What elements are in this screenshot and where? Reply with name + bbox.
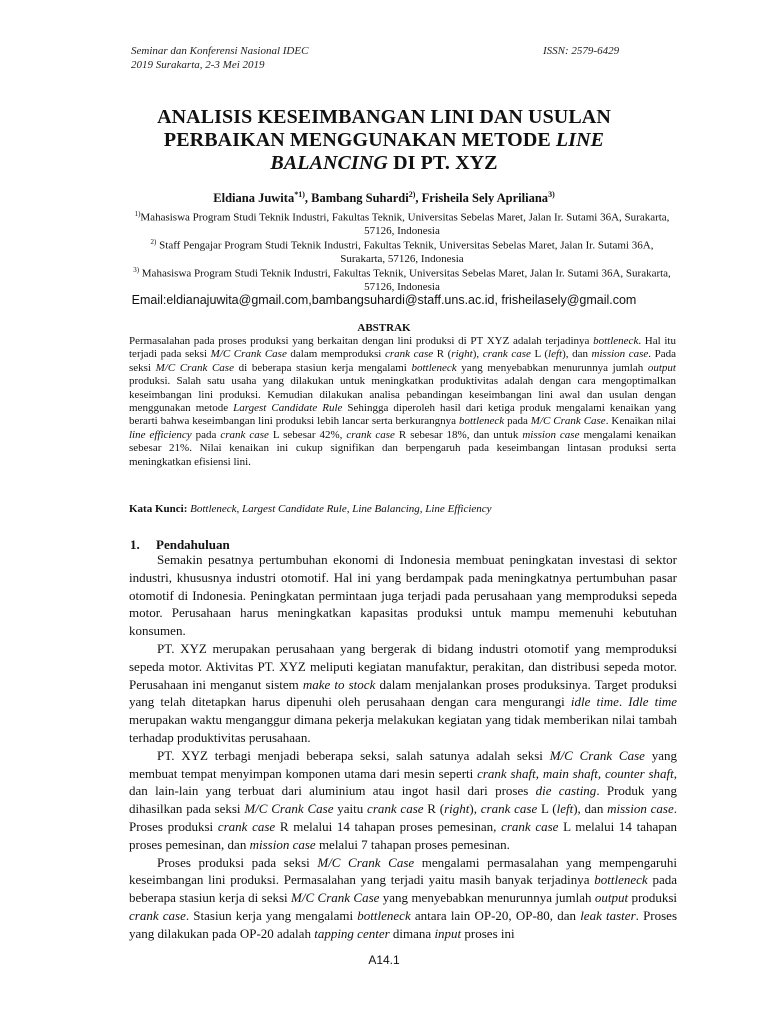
affiliation-2: $^{2)}$ Staff Pengajar Program Studi Teknik Industri, Fakultas Teknik, Universitas Sebelas Maret, Jalan Ir. Sutami 36A, Surakarta, 57126, Indonesia [150, 238, 654, 265]
author-1: Eldiana Juwita [213, 191, 295, 206]
affiliation-3: $^{3)}$ Mahasiswa Program Studi Teknik Industri, Fakultas Teknik, Universitas Sebelas Maret, Jalan Ir. Sutami 36A, Surakarta, 57126, Indonesia [133, 266, 671, 293]
keywords [129, 503, 676, 516]
title-line-3: BALANCING DI PT. XYZ [270, 152, 498, 174]
author-2: Bambang Suhardi [311, 191, 409, 206]
issn: ISSN: 2579-6429 [543, 45, 620, 57]
title-line-1: ANALISIS KESEIMBANGAN LINI DAN USULAN [157, 106, 611, 128]
paragraph-4: Proses produksi pada seksi M/C Crank Case mengalami permasalahan yang mempengaruhi keseimbangan lini produksi. Permasalahan yang terjadi yaitu masih banyak terjadinya bottleneck pada beberapa stasiun kerja di seksi M/C Crank Case yang menyebabkan menurunnya jumlah output produksi crank case. Stasiun kerja yang mengalami bottleneck antara lain OP-20, OP-80, dan leak taster. Proses yang dilakukan pada OP-20 adalah tapping center dimana input proses ini [129, 854, 678, 941]
keywords-label: Kata Kunci: [129, 503, 188, 515]
body-text [129, 551, 677, 943]
affiliation-1: $^{1)}$Mahasiswa Program Studi Teknik Industri, Fakultas Teknik, Universitas Sebelas Maret, Jalan Ir. Sutami 36A, Surakarta, 57126, Indonesia [134, 210, 670, 237]
paper-title [100, 106, 668, 175]
paragraph-1: Semakin pesatnya pertumbuhan ekonomi di Indonesia membuat peningkatan investasi di sektor industri, khususnya industri otomotif. Hal ini yang berdampak pada meningkatnya pertumbuhan pasar otomotif di Indonesia. Peningkatan permintaan juga terjadi pada perusahaan yang memproduksi sepeda motor. Perusahaan harus meningkatkan kapasitas produksi untuk mampu memenuhi kebutuhan konsumen. [129, 552, 677, 639]
abstract-text: Permasalahan pada proses produksi yang berkaitan dengan lini produksi di PT XYZ adalah terjadinya bottleneck. Hal itu terjadi pada seksi M/C Crank Case dalam memproduksi crank case R (right), crank case L (left), dan mission case. Pada seksi M/C Crank Case di beberapa stasiun kerja mengalami bottleneck yang menyebabkan menurunnya jumlah output produksi. Salah satu usaha yang dilakukan untuk meningkatkan produktivitas adalah dengan cara mengoptimalkan keseimbangan lini produksi. Kemudian dilakukan analisa pebandingan keseimbangan lini awal dan usulan dengan menggunakan metode Largest Candidate Rule Sehingga diperoleh hasil dari ketiga produk mengalami kenaikan yang berarti bahwa keseimbangan lini produksi lebih lancar serta berkurangnya bottleneck pada M/C Crank Case. Kenaikan nilai line efficiency pada crank case L sebesar 42%, crank case R sebesar 18%, dan untuk mission case mengalami kenaikan sebesar 21%. Nilai kenaikan ini cukup signifikan dan berpengaruh pada keseimbangan lintasan produksi serta meningkatkan efisiensi lini. [129, 335, 677, 468]
conference-place-date: 2019 Surakarta, 2-3 Mei 2019 [131, 59, 265, 71]
keywords-value: Bottleneck, Largest Candidate Rule, Line Balancing, Line Efficiency [187, 503, 492, 515]
paragraph-3: PT. XYZ terbagi menjadi beberapa seksi, salah satunya adalah seksi M/C Crank Case yang membuat tempat menyimpan komponen utama dari mesin seperti crank shaft, main shaft, counter shaft, dan lain-lain yang terbuat dari aluminium atau ingot hasil dari proses die casting. Produk yang dihasilkan pada seksi M/C Crank Case yaitu crank case R (right), crank case L (left), dan mission case. Proses produksi crank case R melalui 14 tahapan proses pemesinan, crank case L melalui 14 tahapan proses pemesinan, dan mission case melalui 7 tahapan proses pemesinan. [129, 747, 678, 852]
author-emails: Email:eldianajuwita@gmail.com,bambangsuhardi@staff.uns.ac.id, frisheilasely@gmail.com [131, 293, 637, 307]
paragraph-2: PT. XYZ merupakan perusahaan yang bergerak di bidang industri otomotif yang memproduksi sepeda motor. Aktivitas PT. XYZ meliputi kegiatan manufaktur, perakitan, dan distribusi sepeda motor. Perusahaan ini menganut sistem make to stock dalam menjalankan proses produksinya. Target produksi yang telah ditetapkan harus dipenuhi oleh perusahaan dengan cara mengurangi idle time. Idle time merupakan waktu menganggur dimana pekerja melakukan kegiatan yang tidak memberikan nilai tambah terhadap produktivitas perusahaan. [129, 640, 677, 745]
author-list: Eldiana Juwita$^{*1)}$, Bambang Suhardi$^{2)}$, Frisheila Sely Apriliana$^{3)}$ [213, 190, 555, 206]
page-number: A14.1 [368, 953, 400, 967]
abstract-heading: ABSTRAK [357, 322, 411, 334]
conference-name: Seminar dan Konferensi Nasional IDEC [131, 45, 309, 57]
author-3: Frisheila Sely Apriliana [421, 191, 549, 206]
title-line-2: PERBAIKAN MENGGUNAKAN METODE LINE [163, 129, 605, 151]
running-header-left [131, 44, 308, 72]
section-heading: 1. Pendahuluan [130, 537, 230, 552]
